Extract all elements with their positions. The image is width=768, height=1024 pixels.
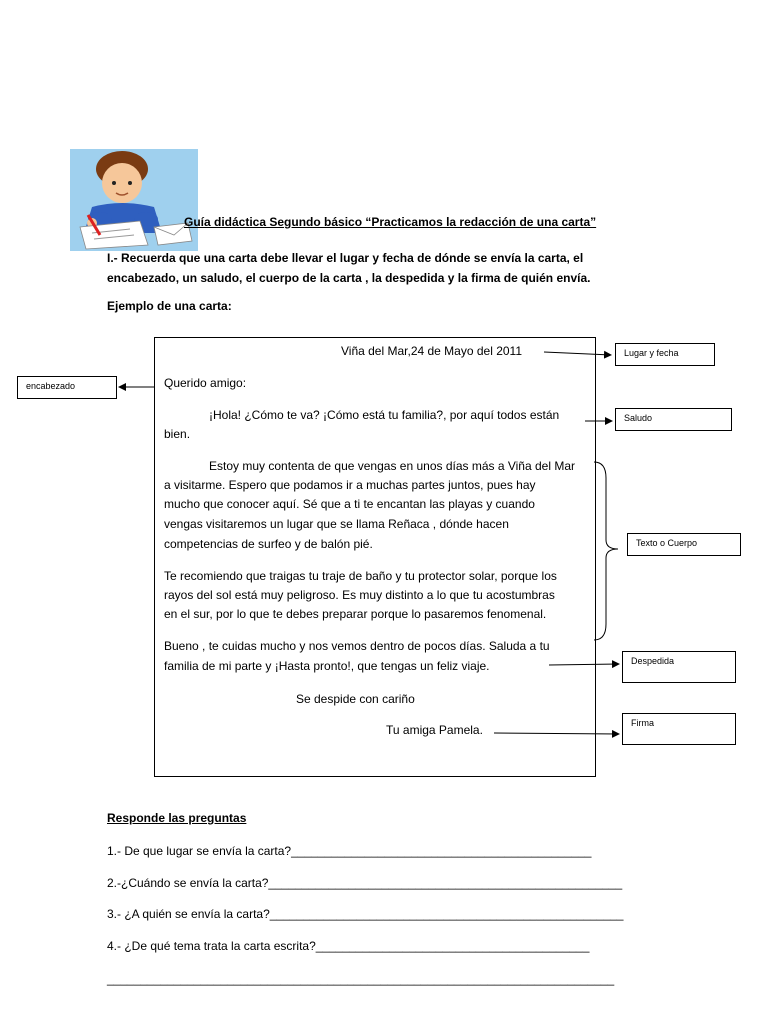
label-texto-cuerpo: Texto o Cuerpo <box>627 533 741 556</box>
label-despedida: Despedida <box>622 651 736 683</box>
questions-title: Responde las preguntas <box>107 811 247 825</box>
label-lugar-fecha: Lugar y fecha <box>615 343 715 366</box>
letter-body-line: rayos del sol está muy peligroso. Es muy distinto a lo que tu acostumbras <box>164 588 555 602</box>
letter-farewell-line: familia de mi parte y ¡Hasta pronto!, que tengas un feliz viaje. <box>164 659 490 673</box>
letter-body-line: Te recomiendo que traigas tu traje de baño y tu protector solar, porque los <box>164 569 557 583</box>
intro-text: I.- Recuerda que una carta debe llevar el lugar y fecha de dónde se envía la carta, el encabezado, un saludo, el cuerpo de la carta , la despedida y la firma de quién envía. <box>107 251 591 285</box>
page-title: Guía didáctica Segundo básico “Practicamos la redacción de una carta” <box>184 215 597 229</box>
letter-closing: Se despide con cariño <box>296 692 415 706</box>
question-4: 4.- ¿De qué tema trata la carta escrita?_________________________________________ <box>107 939 590 953</box>
letter-body-line: Estoy muy contenta de que vengas en unos días más a Viña del Mar <box>209 459 575 473</box>
letter-body-line: en el sur, por lo que te debes preparar porque lo pasaremos fenomenal. <box>164 607 547 621</box>
question-1: 1.- De que lugar se envía la carta?_____________________________________________ <box>107 844 592 858</box>
letter-salutation-line: bien. <box>164 427 191 441</box>
question-3: 3.- ¿A quién se envía la carta?_____________________________________________________ <box>107 907 624 921</box>
letter-greeting: Querido amigo: <box>164 376 247 390</box>
letter-body-line: vengas visitaremos un lugar que se llama Reñaca , dónde hacen <box>164 517 509 531</box>
letter-farewell-line: Bueno , te cuidas mucho y nos vemos dentro de pocos días. Saluda a tu <box>164 639 550 653</box>
letter-body-line: competencias de surfeo y de balón pié. <box>164 537 373 551</box>
letter-body-line: a visitarme. Espero que podamos ir a muchas partes juntos, pues hay <box>164 478 536 492</box>
letter-salutation-line: ¡Hola! ¿Cómo te va? ¡Cómo está tu familia?, por aquí todos están <box>209 408 560 422</box>
letter-place-date: Viña del Mar,24 de Mayo del 2011 <box>341 344 523 358</box>
label-saludo: Saludo <box>615 408 732 431</box>
label-encabezado: encabezado <box>17 376 117 399</box>
label-firma: Firma <box>622 713 736 745</box>
answer-blank-line: ____________________________________________________________________________ <box>107 972 615 986</box>
example-label: Ejemplo de una carta: <box>107 299 232 313</box>
letter-body-line: mucho que conocer aquí. Sé que a ti te encantan las playas y cuando <box>164 497 535 511</box>
question-2: 2.-¿Cuándo se envía la carta?_____________________________________________________ <box>107 876 623 890</box>
letter-signature: Tu amiga Pamela. <box>386 723 483 737</box>
